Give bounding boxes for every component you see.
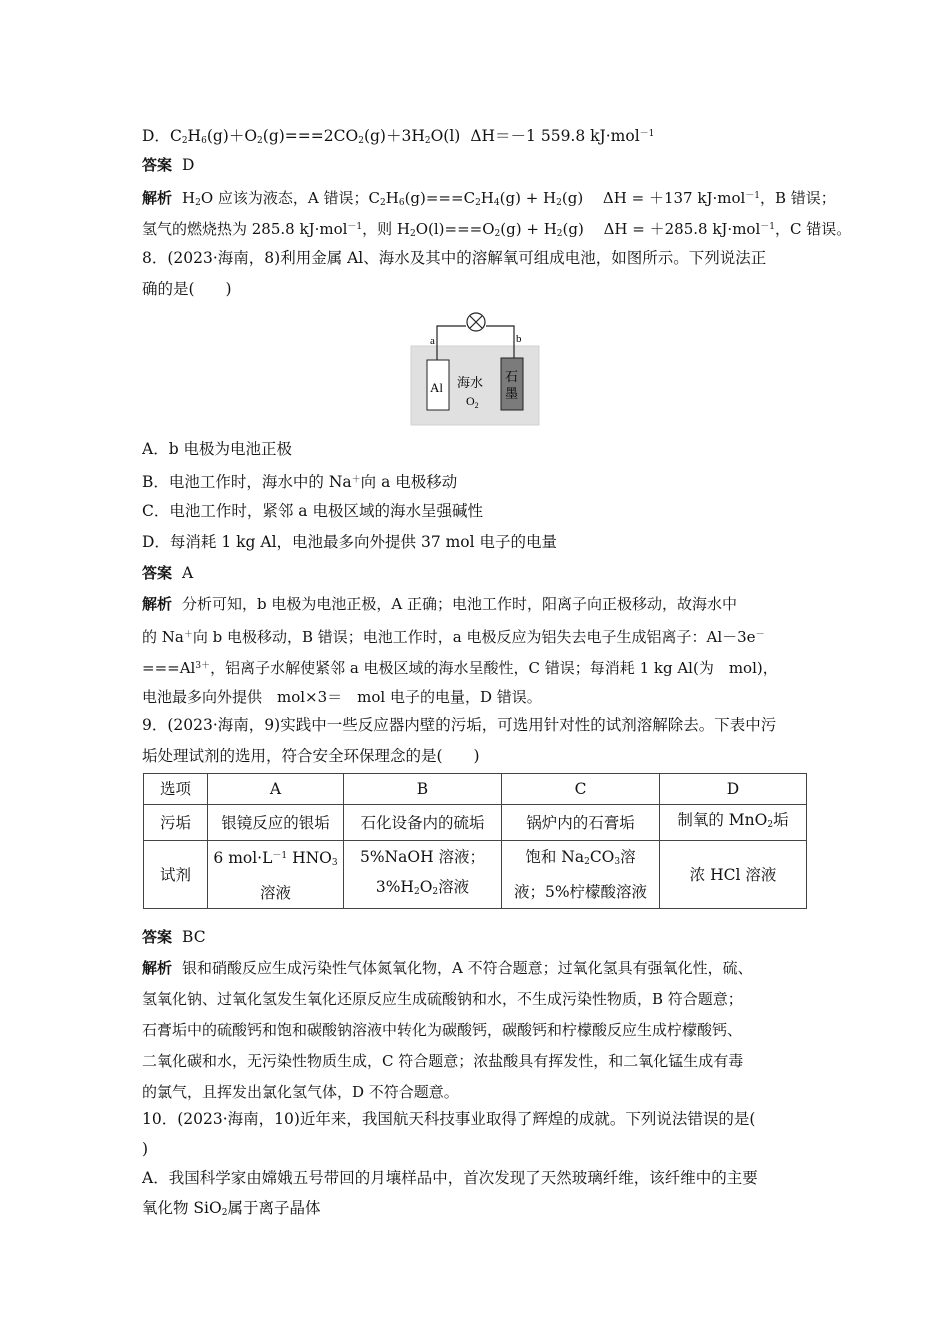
table-header-cell: 选项 [144,774,208,805]
q8-explanation-line1: 解析 分析可知，b 电极为电池正极，A 正确；电池工作时，阳离子向正极移动，故海水中 [142,595,737,613]
table-cell: 污垢 [144,805,208,841]
table-row [144,841,807,909]
table-cell: 石化设备内的硫垢 [344,805,502,841]
table-row [144,805,807,841]
table-cell: 银镜反应的银垢 [208,805,344,841]
table-cell: 制氧的 MnO$_2$垢 [660,805,807,841]
table-cell: 试剂 [144,841,208,909]
q7-option-d: D．$C_2H_6(g)+O_2(g)===2CO_2(g)+3H_2O(l)$ ΔH＝－1 559.8 kJ·mol$^{-1}$ [142,127,655,146]
table-cell: 锅炉内的石膏垢 [502,805,660,841]
q9-explanation-line4: 二氧化碳和水，无污染性物质生成，C 符合题意；浓盐酸具有挥发性，和二氧化锰生成有毒 [142,1052,744,1070]
lamp-icon [467,313,485,331]
table-cell: 6 $mol\cdot L^{-1}$ $HNO_3$ 溶液 [208,841,344,909]
q8-answer: 答案 A [142,564,194,582]
q8-option-d: D．每消耗 1 kg Al，电池最多向外提供 37 mol 电子的电量 [142,533,558,551]
q8-option-a: A．b 电极为电池正极 [142,440,293,458]
q9-explanation-line5: 的氯气，且挥发出氯化氢气体，D 不符合题意。 [142,1083,459,1101]
q10-stem-line1: 10．(2023·海南，10)近年来，我国航天科技事业取得了辉煌的成就。下列说法错误的是( [142,1110,756,1128]
table-header-row [144,774,807,805]
q10-stem-line2: ) [142,1140,149,1158]
electrode-a-label: a [430,335,435,347]
q8-stem-line1: 8．(2023·海南，8)利用金属 Al、海水及其中的溶解氧可组成电池，如图所示。下列说法正 [142,249,767,267]
table-header-cell: B [344,774,502,805]
q9-explanation-line2: 氢氧化钠、过氧化氢发生氧化还原反应生成硫酸钠和水，不生成污染性物质，B 符合题意； [142,990,743,1008]
q10-option-a-line2: 氧化物 SiO$_2$属于离子晶体 [142,1199,321,1218]
table-cell: 浓 HCl 溶液 [660,841,807,909]
q10-option-a-line1: A．我国科学家由嫦娥五号带回的月壤样品中，首次发现了天然玻璃纤维，该纤维中的主要 [142,1169,758,1187]
q9-stem-line2: 垢处理试剂的选用，符合安全环保理念的是( ) [142,747,480,765]
q7-answer: 答案 D [142,156,195,174]
q9-stem-line1: 9．(2023·海南，9)实践中一些反应器内壁的污垢，可选用针对性的试剂溶解除去。下表中污 [142,716,777,734]
q9-answer: 答案 BC [142,928,206,946]
q7-explanation-line2: 氢气的燃烧热为 285.8 kJ·mol$^{-1}$，则 $H_2O(l)===O_2(g) + H_2(g)$ ΔH = ＋285.8 kJ·mol$^{-1}$，C 错误。 [142,220,852,239]
table-header-cell: D [660,774,807,805]
q8-explanation-line2: 的 Na＋向 b 电极移动，B 错误；电池工作时，a 电极反应为铝失去电子生成铝离子：Al－3e－ [142,628,765,646]
q9-explanation-line3: 石膏垢中的硫酸钙和饱和碳酸钠溶液中转化为碳酸钙，碳酸钙和柠檬酸反应生成柠檬酸钙、 [142,1021,743,1039]
graphite-label-2: 墨 [505,387,519,402]
seawater-label: 海水 [457,376,484,391]
al-label: Al [430,380,443,395]
battery-diagram [410,308,540,426]
table-cell: 饱和 $Na_2CO_3$溶 液；5%柠檬酸溶液 [502,841,660,909]
reagent-table [143,773,807,909]
graphite-label-1: 石 [505,370,519,385]
q8-stem-line2: 确的是( ) [142,280,232,298]
table-header-cell: A [208,774,344,805]
q9-explanation-line1: 解析 银和硝酸反应生成污染性气体氮氧化物，A 不符合题意；过氧化氢具有强氧化性，硫、 [142,959,753,977]
q8-option-b: B．电池工作时，海水中的 Na＋向 a 电极移动 [142,473,458,491]
table-header-cell: C [502,774,660,805]
o2-label: $O_2$ [466,394,479,410]
q8-option-c: C．电池工作时，紧邻 a 电极区域的海水呈强碱性 [142,502,483,520]
electrode-b-label: b [516,333,522,345]
table-cell: 5%NaOH 溶液； $3\%H_2O_2$溶液 [344,841,502,909]
q8-explanation-line4: 电池最多向外提供 mol×3＝ mol 电子的电量，D 错误。 [142,688,542,706]
q7-explanation-line1: 解析 $H_2O$ 应该为液态，A 错误；$C_2H_6(g)===C_2H_4(g) + H_2(g)$ ΔH = ＋137 kJ·mol$^{-1}$，B 错误； [142,189,836,208]
q8-explanation-line3: $===Al^{3+}$，铝离子水解使紧邻 a 电极区域的海水呈酸性，C 错误；每消耗 1 kg Al(为 mol)， [142,659,778,677]
